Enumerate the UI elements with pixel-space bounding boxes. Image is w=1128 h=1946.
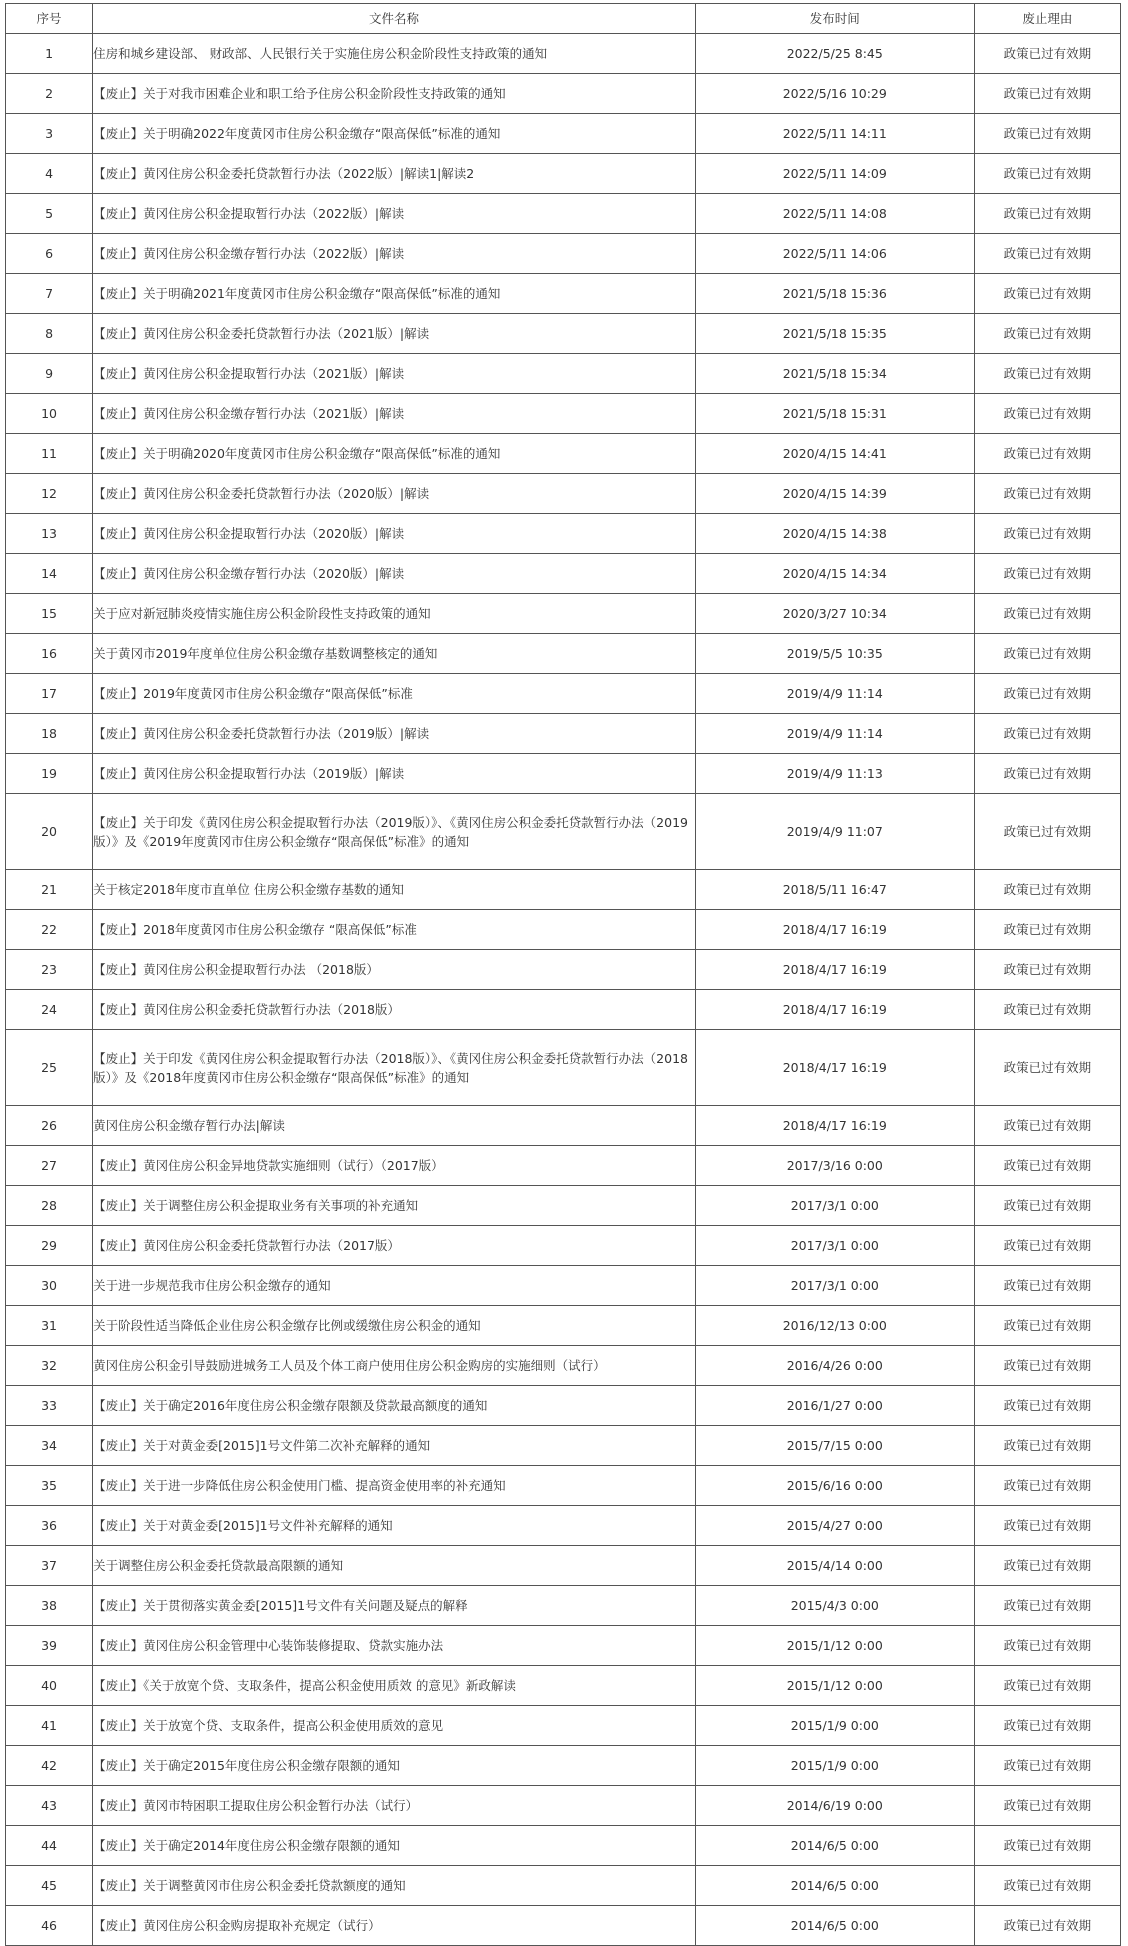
publish-date: 2019/4/9 11:07 — [695, 794, 974, 870]
publish-date: 2018/4/17 16:19 — [695, 990, 974, 1030]
row-number: 31 — [6, 1306, 93, 1346]
document-title-link[interactable]: 【废止】关于调整住房公积金提取业务有关事项的补充通知 — [93, 1186, 696, 1226]
publish-date: 2014/6/19 0:00 — [695, 1786, 974, 1826]
publish-date: 2015/7/15 0:00 — [695, 1426, 974, 1466]
abolish-reason: 政策已过有效期 — [974, 74, 1120, 114]
table-row — [6, 514, 1121, 554]
row-number: 34 — [6, 1426, 93, 1466]
abolish-reason: 政策已过有效期 — [974, 594, 1120, 634]
abolish-reason: 政策已过有效期 — [974, 394, 1120, 434]
publish-date: 2022/5/11 14:06 — [695, 234, 974, 274]
row-number: 27 — [6, 1146, 93, 1186]
abolish-reason: 政策已过有效期 — [974, 1786, 1120, 1826]
row-number: 30 — [6, 1266, 93, 1306]
table-row — [6, 1266, 1121, 1306]
row-number: 12 — [6, 474, 93, 514]
table-row — [6, 1786, 1121, 1826]
abolish-reason: 政策已过有效期 — [974, 1866, 1120, 1906]
table-row — [6, 1586, 1121, 1626]
document-title-link[interactable]: 【废止】关于确定2014年度住房公积金缴存限额的通知 — [93, 1826, 696, 1866]
publish-date: 2017/3/1 0:00 — [695, 1266, 974, 1306]
document-title-link[interactable]: 【废止】黄冈住房公积金提取暂行办法（2021版）|解读 — [93, 354, 696, 394]
row-number: 25 — [6, 1030, 93, 1106]
header-title: 文件名称 — [93, 4, 696, 34]
row-number: 19 — [6, 754, 93, 794]
document-title-link[interactable]: 【废止】关于印发《黄冈住房公积金提取暂行办法（2019版）》、《黄冈住房公积金委托贷款暂行办法（2019版）》及《2019年度黄冈市住房公积金缴存“限高保低”标准》的通知 — [93, 794, 696, 870]
table-row — [6, 990, 1121, 1030]
publish-date: 2016/4/26 0:00 — [695, 1346, 974, 1386]
abolish-reason: 政策已过有效期 — [974, 34, 1120, 74]
table-row — [6, 1226, 1121, 1266]
table-row — [6, 634, 1121, 674]
publish-date: 2017/3/1 0:00 — [695, 1226, 974, 1266]
abolish-reason: 政策已过有效期 — [974, 714, 1120, 754]
table-row — [6, 794, 1121, 870]
abolish-reason: 政策已过有效期 — [974, 1746, 1120, 1786]
document-title-link[interactable]: 【废止】黄冈住房公积金委托贷款暂行办法（2020版）|解读 — [93, 474, 696, 514]
row-number: 32 — [6, 1346, 93, 1386]
document-title-link[interactable]: 【废止】关于对黄金委[2015]1号文件补充解释的通知 — [93, 1506, 696, 1546]
row-number: 29 — [6, 1226, 93, 1266]
table-header-row — [6, 4, 1121, 34]
publish-date: 2015/1/12 0:00 — [695, 1626, 974, 1666]
abolish-reason: 政策已过有效期 — [974, 950, 1120, 990]
table-row — [6, 74, 1121, 114]
publish-date: 2022/5/11 14:08 — [695, 194, 974, 234]
document-title-link[interactable]: 黄冈住房公积金缴存暂行办法|解读 — [93, 1106, 696, 1146]
publish-date: 2016/12/13 0:00 — [695, 1306, 974, 1346]
abolish-reason: 政策已过有效期 — [974, 514, 1120, 554]
header-reason: 废止理由 — [974, 4, 1120, 34]
document-title-link[interactable]: 【废止】黄冈住房公积金缴存暂行办法（2021版）|解读 — [93, 394, 696, 434]
document-title-link[interactable]: 【废止】关于印发《黄冈住房公积金提取暂行办法（2018版）》、《黄冈住房公积金委托贷款暂行办法（2018版）》及《2018年度黄冈市住房公积金缴存“限高保低”标准》的通知 — [93, 1030, 696, 1106]
publish-date: 2015/4/27 0:00 — [695, 1506, 974, 1546]
abolish-reason: 政策已过有效期 — [974, 1666, 1120, 1706]
publish-date: 2014/6/5 0:00 — [695, 1906, 974, 1946]
abolish-reason: 政策已过有效期 — [974, 274, 1120, 314]
document-title-link[interactable]: 【废止】黄冈住房公积金异地贷款实施细则（试行）（2017版） — [93, 1146, 696, 1186]
document-title-link[interactable]: 黄冈住房公积金引导鼓励进城务工人员及个体工商户使用住房公积金购房的实施细则（试行） — [93, 1346, 696, 1386]
document-title-link[interactable]: 【废止】黄冈住房公积金委托贷款暂行办法（2017版） — [93, 1226, 696, 1266]
document-title-link[interactable]: 住房和城乡建设部、 财政部、人民银行关于实施住房公积金阶段性支持政策的通知 — [93, 34, 696, 74]
table-row — [6, 1386, 1121, 1426]
publish-date: 2014/6/5 0:00 — [695, 1826, 974, 1866]
document-title-link[interactable]: 【废止】2018年度黄冈市住房公积金缴存 “限高保低”标准 — [93, 910, 696, 950]
document-title-link[interactable]: 【废止】黄冈住房公积金缴存暂行办法（2020版）|解读 — [93, 554, 696, 594]
abolished-policy-table — [5, 3, 1121, 1946]
publish-date: 2018/4/17 16:19 — [695, 1030, 974, 1106]
policy-table-container — [5, 3, 1121, 1946]
table-row — [6, 114, 1121, 154]
header-date: 发布时间 — [695, 4, 974, 34]
row-number: 33 — [6, 1386, 93, 1426]
publish-date: 2015/1/9 0:00 — [695, 1706, 974, 1746]
document-title-link[interactable]: 【废止】关于明确2020年度黄冈市住房公积金缴存“限高保低”标准的通知 — [93, 434, 696, 474]
document-title-link[interactable]: 【废止】2019年度黄冈市住房公积金缴存“限高保低”标准 — [93, 674, 696, 714]
document-title-link[interactable]: 【废止】黄冈住房公积金委托贷款暂行办法（2022版）|解读1|解读2 — [93, 154, 696, 194]
document-title-link[interactable]: 【废止】关于放宽个贷、支取条件，提高公积金使用质效的意见 — [93, 1706, 696, 1746]
publish-date: 2021/5/18 15:36 — [695, 274, 974, 314]
abolish-reason: 政策已过有效期 — [974, 1226, 1120, 1266]
abolish-reason: 政策已过有效期 — [974, 990, 1120, 1030]
abolish-reason: 政策已过有效期 — [974, 870, 1120, 910]
row-number: 21 — [6, 870, 93, 910]
row-number: 13 — [6, 514, 93, 554]
table-row — [6, 354, 1121, 394]
abolish-reason: 政策已过有效期 — [974, 1706, 1120, 1746]
document-title-link[interactable]: 【废止】黄冈住房公积金委托贷款暂行办法（2018版） — [93, 990, 696, 1030]
table-row — [6, 594, 1121, 634]
row-number: 3 — [6, 114, 93, 154]
table-row — [6, 234, 1121, 274]
document-title-link[interactable]: 【废止】关于对黄金委[2015]1号文件第二次补充解释的通知 — [93, 1426, 696, 1466]
abolish-reason: 政策已过有效期 — [974, 474, 1120, 514]
abolish-reason: 政策已过有效期 — [974, 1306, 1120, 1346]
table-row — [6, 1466, 1121, 1506]
row-number: 20 — [6, 794, 93, 870]
row-number: 41 — [6, 1706, 93, 1746]
row-number: 26 — [6, 1106, 93, 1146]
document-title-link[interactable]: 关于进一步规范我市住房公积金缴存的通知 — [93, 1266, 696, 1306]
row-number: 1 — [6, 34, 93, 74]
abolish-reason: 政策已过有效期 — [974, 1626, 1120, 1666]
document-title-link[interactable]: 【废止】黄冈住房公积金管理中心装饰装修提取、贷款实施办法 — [93, 1626, 696, 1666]
row-number: 35 — [6, 1466, 93, 1506]
table-row — [6, 1146, 1121, 1186]
abolish-reason: 政策已过有效期 — [974, 1826, 1120, 1866]
table-row — [6, 1906, 1121, 1946]
document-title-link[interactable]: 关于调整住房公积金委托贷款最高限额的通知 — [93, 1546, 696, 1586]
row-number: 16 — [6, 634, 93, 674]
document-title-link[interactable]: 【废止】关于确定2015年度住房公积金缴存限额的通知 — [93, 1746, 696, 1786]
row-number: 43 — [6, 1786, 93, 1826]
publish-date: 2015/4/3 0:00 — [695, 1586, 974, 1626]
publish-date: 2021/5/18 15:31 — [695, 394, 974, 434]
publish-date: 2018/5/11 16:47 — [695, 870, 974, 910]
table-row — [6, 870, 1121, 910]
abolish-reason: 政策已过有效期 — [974, 354, 1120, 394]
table-row — [6, 910, 1121, 950]
publish-date: 2017/3/16 0:00 — [695, 1146, 974, 1186]
table-row — [6, 34, 1121, 74]
document-title-link[interactable]: 【废止】关于确定2016年度住房公积金缴存限额及贷款最高额度的通知 — [93, 1386, 696, 1426]
abolish-reason: 政策已过有效期 — [974, 1266, 1120, 1306]
publish-date: 2018/4/17 16:19 — [695, 1106, 974, 1146]
document-title-link[interactable]: 【废止】关于调整黄冈市住房公积金委托贷款额度的通知 — [93, 1866, 696, 1906]
document-title-link[interactable]: 【废止】《关于放宽个贷、支取条件，提高公积金使用质效 的意见》新政解读 — [93, 1666, 696, 1706]
table-row — [6, 394, 1121, 434]
abolish-reason: 政策已过有效期 — [974, 1346, 1120, 1386]
row-number: 5 — [6, 194, 93, 234]
abolish-reason: 政策已过有效期 — [974, 194, 1120, 234]
document-title-link[interactable]: 【废止】关于明确2022年度黄冈市住房公积金缴存“限高保低”标准的通知 — [93, 114, 696, 154]
row-number: 11 — [6, 434, 93, 474]
table-row — [6, 554, 1121, 594]
document-title-link[interactable]: 【废止】关于对我市困难企业和职工给予住房公积金阶段性支持政策的通知 — [93, 74, 696, 114]
abolish-reason: 政策已过有效期 — [974, 1906, 1120, 1946]
abolish-reason: 政策已过有效期 — [974, 634, 1120, 674]
table-row — [6, 1306, 1121, 1346]
row-number: 44 — [6, 1826, 93, 1866]
table-row — [6, 474, 1121, 514]
publish-date: 2022/5/16 10:29 — [695, 74, 974, 114]
row-number: 37 — [6, 1546, 93, 1586]
abolish-reason: 政策已过有效期 — [974, 1146, 1120, 1186]
row-number: 10 — [6, 394, 93, 434]
table-row — [6, 274, 1121, 314]
table-row — [6, 1666, 1121, 1706]
document-title-link[interactable]: 【废止】黄冈市特困职工提取住房公积金暂行办法（试行） — [93, 1786, 696, 1826]
publish-date: 2019/5/5 10:35 — [695, 634, 974, 674]
row-number: 2 — [6, 74, 93, 114]
abolish-reason: 政策已过有效期 — [974, 1386, 1120, 1426]
document-title-link[interactable]: 【废止】黄冈住房公积金提取暂行办法（2019版）|解读 — [93, 754, 696, 794]
row-number: 46 — [6, 1906, 93, 1946]
publish-date: 2019/4/9 11:14 — [695, 674, 974, 714]
document-title-link[interactable]: 关于阶段性适当降低企业住房公积金缴存比例或缓缴住房公积金的通知 — [93, 1306, 696, 1346]
document-title-link[interactable]: 关于核定2018年度市直单位 住房公积金缴存基数的通知 — [93, 870, 696, 910]
table-row — [6, 1426, 1121, 1466]
abolish-reason: 政策已过有效期 — [974, 754, 1120, 794]
abolish-reason: 政策已过有效期 — [974, 1426, 1120, 1466]
publish-date: 2017/3/1 0:00 — [695, 1186, 974, 1226]
row-number: 45 — [6, 1866, 93, 1906]
publish-date: 2020/4/15 14:38 — [695, 514, 974, 554]
abolish-reason: 政策已过有效期 — [974, 1546, 1120, 1586]
row-number: 40 — [6, 1666, 93, 1706]
document-title-link[interactable]: 【废止】黄冈住房公积金缴存暂行办法（2022版）|解读 — [93, 234, 696, 274]
table-row — [6, 1706, 1121, 1746]
row-number: 18 — [6, 714, 93, 754]
publish-date: 2020/3/27 10:34 — [695, 594, 974, 634]
abolish-reason: 政策已过有效期 — [974, 554, 1120, 594]
publish-date: 2015/1/12 0:00 — [695, 1666, 974, 1706]
row-number: 24 — [6, 990, 93, 1030]
abolish-reason: 政策已过有效期 — [974, 1186, 1120, 1226]
publish-date: 2014/6/5 0:00 — [695, 1866, 974, 1906]
publish-date: 2019/4/9 11:13 — [695, 754, 974, 794]
abolish-reason: 政策已过有效期 — [974, 1506, 1120, 1546]
row-number: 38 — [6, 1586, 93, 1626]
row-number: 14 — [6, 554, 93, 594]
document-title-link[interactable]: 【废止】黄冈住房公积金委托贷款暂行办法（2021版）|解读 — [93, 314, 696, 354]
row-number: 7 — [6, 274, 93, 314]
document-title-link[interactable]: 【废止】黄冈住房公积金提取暂行办法 （2018版） — [93, 950, 696, 990]
abolish-reason: 政策已过有效期 — [974, 314, 1120, 354]
publish-date: 2018/4/17 16:19 — [695, 950, 974, 990]
abolish-reason: 政策已过有效期 — [974, 794, 1120, 870]
document-title-link[interactable]: 【废止】黄冈住房公积金提取暂行办法（2020版）|解读 — [93, 514, 696, 554]
document-title-link[interactable]: 关于黄冈市2019年度单位住房公积金缴存基数调整核定的通知 — [93, 634, 696, 674]
table-row — [6, 1186, 1121, 1226]
abolish-reason: 政策已过有效期 — [974, 154, 1120, 194]
abolish-reason: 政策已过有效期 — [974, 114, 1120, 154]
publish-date: 2015/6/16 0:00 — [695, 1466, 974, 1506]
document-title-link[interactable]: 关于应对新冠肺炎疫情实施住房公积金阶段性支持政策的通知 — [93, 594, 696, 634]
table-row — [6, 1106, 1121, 1146]
document-title-link[interactable]: 【废止】关于贯彻落实黄金委[2015]1号文件有关问题及疑点的解释 — [93, 1586, 696, 1626]
publish-date: 2022/5/11 14:11 — [695, 114, 974, 154]
row-number: 36 — [6, 1506, 93, 1546]
table-row — [6, 1546, 1121, 1586]
document-title-link[interactable]: 【废止】黄冈住房公积金委托贷款暂行办法（2019版）|解读 — [93, 714, 696, 754]
document-title-link[interactable]: 【废止】关于进一步降低住房公积金使用门槛、提高资金使用率的补充通知 — [93, 1466, 696, 1506]
row-number: 15 — [6, 594, 93, 634]
row-number: 17 — [6, 674, 93, 714]
table-row — [6, 1346, 1121, 1386]
row-number: 9 — [6, 354, 93, 394]
publish-date: 2020/4/15 14:39 — [695, 474, 974, 514]
publish-date: 2015/4/14 0:00 — [695, 1546, 974, 1586]
document-title-link[interactable]: 【废止】黄冈住房公积金购房提取补充规定（试行） — [93, 1906, 696, 1946]
publish-date: 2022/5/25 8:45 — [695, 34, 974, 74]
abolish-reason: 政策已过有效期 — [974, 434, 1120, 474]
row-number: 23 — [6, 950, 93, 990]
document-title-link[interactable]: 【废止】黄冈住房公积金提取暂行办法（2022版）|解读 — [93, 194, 696, 234]
abolish-reason: 政策已过有效期 — [974, 910, 1120, 950]
row-number: 28 — [6, 1186, 93, 1226]
row-number: 8 — [6, 314, 93, 354]
row-number: 6 — [6, 234, 93, 274]
publish-date: 2016/1/27 0:00 — [695, 1386, 974, 1426]
row-number: 42 — [6, 1746, 93, 1786]
table-row — [6, 1506, 1121, 1546]
publish-date: 2022/5/11 14:09 — [695, 154, 974, 194]
publish-date: 2019/4/9 11:14 — [695, 714, 974, 754]
table-row — [6, 1746, 1121, 1786]
abolish-reason: 政策已过有效期 — [974, 674, 1120, 714]
publish-date: 2018/4/17 16:19 — [695, 910, 974, 950]
publish-date: 2021/5/18 15:35 — [695, 314, 974, 354]
abolish-reason: 政策已过有效期 — [974, 1030, 1120, 1106]
table-row — [6, 434, 1121, 474]
table-row — [6, 314, 1121, 354]
header-no: 序号 — [6, 4, 93, 34]
publish-date: 2020/4/15 14:34 — [695, 554, 974, 594]
table-row — [6, 674, 1121, 714]
table-row — [6, 1030, 1121, 1106]
row-number: 4 — [6, 154, 93, 194]
row-number: 39 — [6, 1626, 93, 1666]
publish-date: 2021/5/18 15:34 — [695, 354, 974, 394]
abolish-reason: 政策已过有效期 — [974, 1586, 1120, 1626]
table-row — [6, 950, 1121, 990]
abolish-reason: 政策已过有效期 — [974, 1106, 1120, 1146]
table-row — [6, 1626, 1121, 1666]
table-row — [6, 1826, 1121, 1866]
table-row — [6, 714, 1121, 754]
publish-date: 2015/1/9 0:00 — [695, 1746, 974, 1786]
table-row — [6, 154, 1121, 194]
row-number: 22 — [6, 910, 93, 950]
abolish-reason: 政策已过有效期 — [974, 234, 1120, 274]
publish-date: 2020/4/15 14:41 — [695, 434, 974, 474]
abolish-reason: 政策已过有效期 — [974, 1466, 1120, 1506]
document-title-link[interactable]: 【废止】关于明确2021年度黄冈市住房公积金缴存“限高保低”标准的通知 — [93, 274, 696, 314]
table-row — [6, 1866, 1121, 1906]
table-row — [6, 754, 1121, 794]
table-row — [6, 194, 1121, 234]
